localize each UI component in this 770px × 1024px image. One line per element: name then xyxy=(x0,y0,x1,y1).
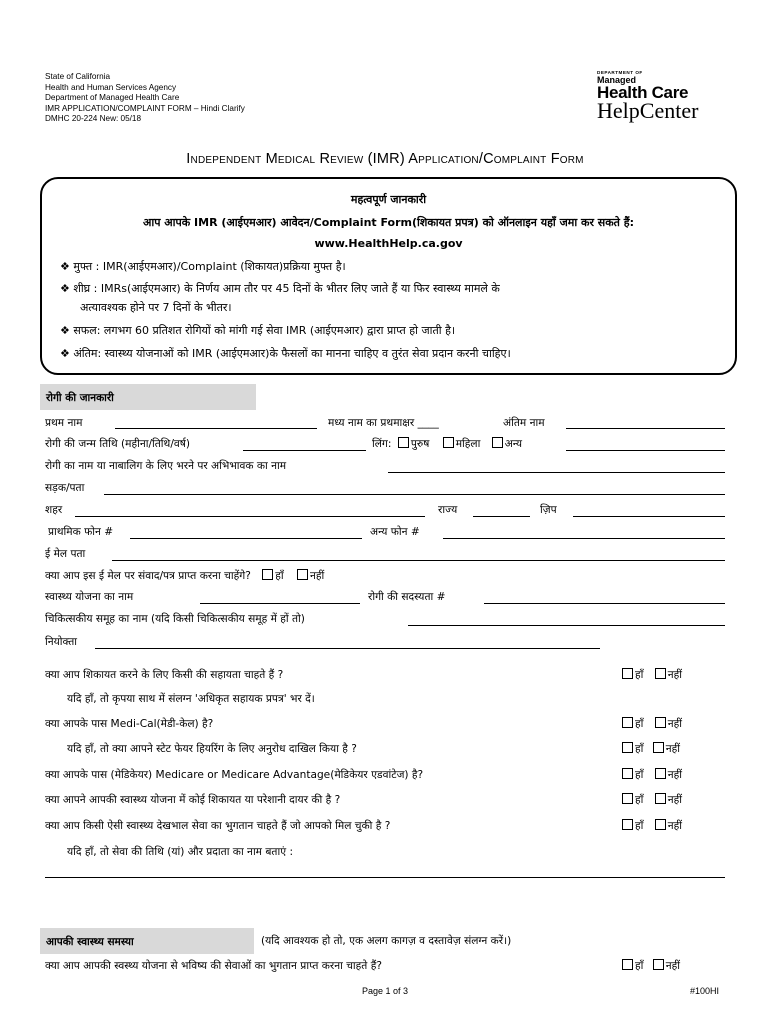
member-id-field[interactable] xyxy=(484,603,725,604)
email-no-checkbox[interactable] xyxy=(297,569,308,580)
email-no-label: नहीं xyxy=(309,570,325,582)
employer-field[interactable] xyxy=(95,648,600,649)
website-link[interactable]: www.HealthHelp.ca.gov xyxy=(314,237,463,250)
bullet-free: ❖ मुफ्त : IMR(आईएमआर)/Complaint (शिकायत)प्रक्रिया मुफ्त है। xyxy=(60,260,346,273)
medi-cal-options: हाँ नहीं xyxy=(622,717,682,731)
grievance-yes-checkbox[interactable] xyxy=(622,793,633,804)
header-line: Department of Managed Health Care xyxy=(45,93,180,103)
dob-label: रोगी की जन्म तिथि (महीना/तिथि/वर्ष) xyxy=(45,438,191,450)
header-line: DMHC 20-224 New: 05/18 xyxy=(45,114,142,124)
question-medicare: क्या आपके पास (मेडिकेयर) Medicare or Medicare Advantage(मेडिकेयर एडवांटेज) है? xyxy=(45,769,424,781)
bullet-fast-cont: अत्यावश्यक होने पर 7 दिनों के भीतर। xyxy=(80,301,232,314)
male-label: पुरुष xyxy=(410,438,430,450)
medi-cal-no-checkbox[interactable] xyxy=(655,717,666,728)
question-grievance: क्या आपने आपकी स्वास्थ्य योजना में कोई शिकायत या परेशानी दायर की है ? xyxy=(45,794,341,806)
email-preference-row xyxy=(45,569,324,583)
question-reimbursement: क्या आप किसी ऐसी स्वास्थ्य देखभाल सेवा का भुगतान चाहते हैं जो आपको मिल चुकी है ? xyxy=(45,820,391,832)
medical-group-field[interactable] xyxy=(408,625,725,626)
other-gender-field[interactable] xyxy=(566,450,725,451)
medical-group-label: चिकित्सकीय समूह का नाम (यदि किसी चिकित्सकीय समूह में हों तो) xyxy=(45,613,305,625)
gender-group xyxy=(372,437,522,451)
fair-hearing-no-checkbox[interactable] xyxy=(653,742,664,753)
primary-phone-label: प्राथमिक फोन # xyxy=(48,526,114,538)
male-checkbox[interactable] xyxy=(398,437,409,448)
first-name-label: प्रथम नाम xyxy=(45,417,83,429)
assistance-no-checkbox[interactable] xyxy=(655,668,666,679)
question-medi-cal: क्या आपके पास Medi-Cal(मेडी-केल) है? xyxy=(45,718,214,730)
last-name-field[interactable] xyxy=(566,428,725,429)
dmhc-logo: DEPARTMENT OF Managed Health Care HelpCenter xyxy=(597,70,699,123)
service-date-note: यदि हाँ, तो सेवा की तिथि (यां) और प्रदाता का नाम बताएं : xyxy=(67,846,294,858)
first-name-field[interactable] xyxy=(115,428,317,429)
bullet-fast: ❖ शीघ्र : IMRs(आईएमआर) के निर्णय आम तौर पर 45 दिनों के भीतर लिए जाते हैं या फिर स्वास्थ्य मामले के xyxy=(60,282,500,295)
important-info-box xyxy=(40,177,737,375)
bullet-success: ❖ सफल: लगभग 60 प्रतिशत रोगियों को मांगी गई सेवा IMR (आईएमआर) द्वारा प्राप्त हो जाती है। xyxy=(60,324,456,337)
future-services-yes-checkbox[interactable] xyxy=(622,959,633,970)
email-yes-checkbox[interactable] xyxy=(262,569,273,580)
header-line: State of California xyxy=(45,72,111,81)
medicare-yes-checkbox[interactable] xyxy=(622,768,633,779)
future-services-options: हाँ नहीं xyxy=(622,959,680,973)
gender-label: लिंग: xyxy=(372,438,392,450)
dob-field[interactable] xyxy=(243,450,366,451)
fair-hearing-yes-checkbox[interactable] xyxy=(622,742,633,753)
online-submit-text: आप आपके IMR (आईएमआर) आवेदन/Complaint Form(शिकायत प्रपत्र) को ऑनलाइन यहाँ जमा कर सकते हैं: xyxy=(142,216,635,229)
guardian-label: रोगी का नाम या नाबालिग के लिए भरने पर अभिभावक का नाम xyxy=(45,460,287,472)
health-plan-field[interactable] xyxy=(200,603,360,604)
assistance-yes-checkbox[interactable] xyxy=(622,668,633,679)
female-label: महिला xyxy=(455,438,481,450)
city-label: शहर xyxy=(45,504,63,516)
state-label: राज्य xyxy=(438,504,458,516)
form-title: Independent Medical Review (IMR) Application/Complaint Form xyxy=(186,151,584,167)
question-assistance: क्या आप शिकायत करने के लिए किसी की सहायता चाहते हैं ? xyxy=(45,669,284,681)
zip-field[interactable] xyxy=(573,516,725,517)
patient-info-heading: रोगी की जानकारी xyxy=(40,384,256,410)
form-code: #100HI xyxy=(690,986,720,996)
question-fair-hearing: यदि हाँ, तो क्या आपने स्टेट फेयर हियरिंग के लिए अनुरोध दाखिल किया है ? xyxy=(67,743,357,755)
header-line: IMR APPLICATION/COMPLAINT FORM – Hindi Clarify xyxy=(45,103,245,113)
middle-initial-label: मध्य नाम का प्रथमाक्षर ____ xyxy=(328,417,439,429)
reimbursement-no-checkbox[interactable] xyxy=(655,819,666,830)
street-field[interactable] xyxy=(104,494,725,495)
primary-phone-field[interactable] xyxy=(130,538,362,539)
state-field[interactable] xyxy=(473,516,530,517)
page-number: Page 1 of 3 xyxy=(361,986,409,996)
other-phone-label: अन्य फोन # xyxy=(370,526,420,538)
bullet-final: ❖ अंतिम: स्वास्थ्य योजनाओं को IMR (आईएमआर)के फैसलों का मानना चाहिए व तुरंत सेवा प्रदान करनी चाहिए। xyxy=(60,347,511,360)
employer-label: नियोक्ता xyxy=(45,636,77,648)
member-id-label: रोगी की सदस्यता # xyxy=(368,591,446,603)
grievance-options: हाँ नहीं xyxy=(622,793,682,807)
health-problem-note: (यदि आवश्यक हो तो, एक अलग कागज़ व दस्तावेज़ संलग्न करें।) xyxy=(261,935,512,947)
medi-cal-yes-checkbox[interactable] xyxy=(622,717,633,728)
email-preference-question: क्या आप इस ई मेल पर संवाद/पत्र प्राप्त करना चाहेंगे? xyxy=(45,570,251,582)
grievance-no-checkbox[interactable] xyxy=(655,793,666,804)
female-checkbox[interactable] xyxy=(443,437,454,448)
zip-label: ज़िप xyxy=(540,504,557,516)
assistance-note: यदि हाँ, तो कृपया साथ में संलग्न 'अधिकृत सहायक प्रपत्र' भर दें। xyxy=(67,693,315,705)
medicare-no-checkbox[interactable] xyxy=(655,768,666,779)
fair-hearing-options: हाँ नहीं xyxy=(622,742,680,756)
health-plan-label: स्वास्थ्य योजना का नाम xyxy=(45,591,134,603)
city-field[interactable] xyxy=(75,516,425,517)
assistance-options: हाँ नहीं xyxy=(622,668,682,682)
other-gender-label: अन्य xyxy=(504,438,523,450)
service-details-field[interactable] xyxy=(45,877,725,878)
agency-header xyxy=(45,72,245,125)
reimbursement-yes-checkbox[interactable] xyxy=(622,819,633,830)
question-future-services: क्या आप आपकी स्वस्थ्य योजना से भविष्य की सेवाओं का भुगतान प्राप्त करना चाहते हैं? xyxy=(45,960,382,972)
street-label: सड़क/पता xyxy=(45,482,85,494)
last-name-label: अंतिम नाम xyxy=(503,417,545,429)
other-phone-field[interactable] xyxy=(443,538,725,539)
guardian-field[interactable] xyxy=(388,472,725,473)
email-field[interactable] xyxy=(112,560,725,561)
info-heading: महत्वपूर्ण जानकारी xyxy=(350,193,427,206)
other-gender-checkbox[interactable] xyxy=(492,437,503,448)
email-label: ई मेल पता xyxy=(45,548,86,560)
future-services-no-checkbox[interactable] xyxy=(653,959,664,970)
header-line: Health and Human Services Agency xyxy=(45,82,177,92)
reimbursement-options: हाँ नहीं xyxy=(622,819,682,833)
email-yes-label: हाँ xyxy=(275,570,284,582)
health-problem-heading: आपकी स्वास्थ्य समस्या xyxy=(40,928,254,954)
medicare-options: हाँ नहीं xyxy=(622,768,682,782)
